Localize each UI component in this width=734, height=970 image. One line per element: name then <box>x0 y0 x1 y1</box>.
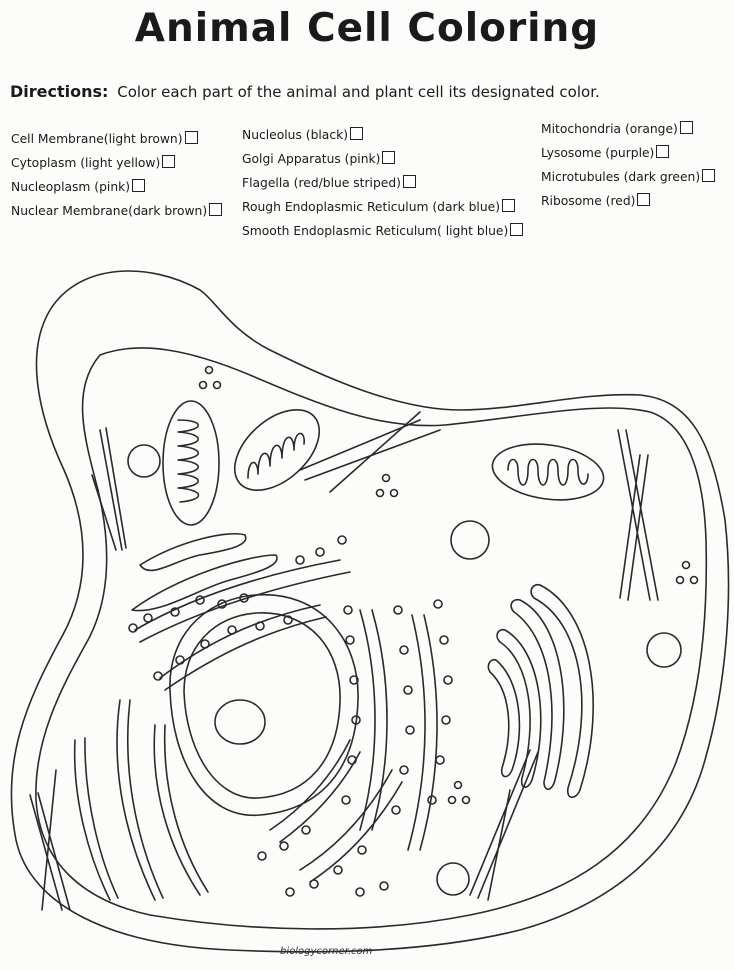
lysosome <box>437 863 469 895</box>
credit-text: biologycorner.com <box>280 946 373 957</box>
legend-label: Nucleoplasm (pink) <box>11 180 131 194</box>
mitochondrion-1 <box>163 401 219 525</box>
cell-membrane-inner <box>36 348 706 929</box>
legend-label: Lysosome (purple) <box>541 146 655 160</box>
ribosome-cluster <box>200 367 698 804</box>
mitochondrion-2 <box>220 394 334 506</box>
legend-label: Flagella (red/blue striped) <box>242 176 401 190</box>
legend-label: Microtubules (dark green) <box>541 170 701 184</box>
legend-label: Mitochondria (orange) <box>541 122 678 136</box>
legend-label: Rough Endoplasmic Reticulum (dark blue) <box>242 200 500 214</box>
lysosome <box>647 633 681 667</box>
lysosome <box>451 521 489 559</box>
rough-er-ribosomes <box>129 536 452 896</box>
golgi-apparatus <box>488 585 593 798</box>
lysosome <box>128 445 160 477</box>
legend-label: Cell Membrane(light brown) <box>11 132 183 146</box>
legend-label: Smooth Endoplasmic Reticulum( light blue) <box>242 224 509 238</box>
directions-label: Directions: <box>10 82 109 101</box>
legend-label: Golgi Apparatus (pink) <box>242 152 381 166</box>
page-title: Animal Cell Coloring <box>134 6 600 51</box>
legend-label: Nuclear Membrane(dark brown) <box>11 204 208 218</box>
legend-label: Ribosome (red) <box>541 194 636 208</box>
nucleolus <box>215 700 265 744</box>
legend-label: Cytoplasm (light yellow) <box>11 156 161 170</box>
mitochondrion-3 <box>489 437 607 506</box>
directions-text: Color each part of the animal and plant cell its designated color. <box>117 83 600 101</box>
legend-label: Nucleolus (black) <box>242 128 349 142</box>
cell-membrane-outer <box>11 271 728 952</box>
